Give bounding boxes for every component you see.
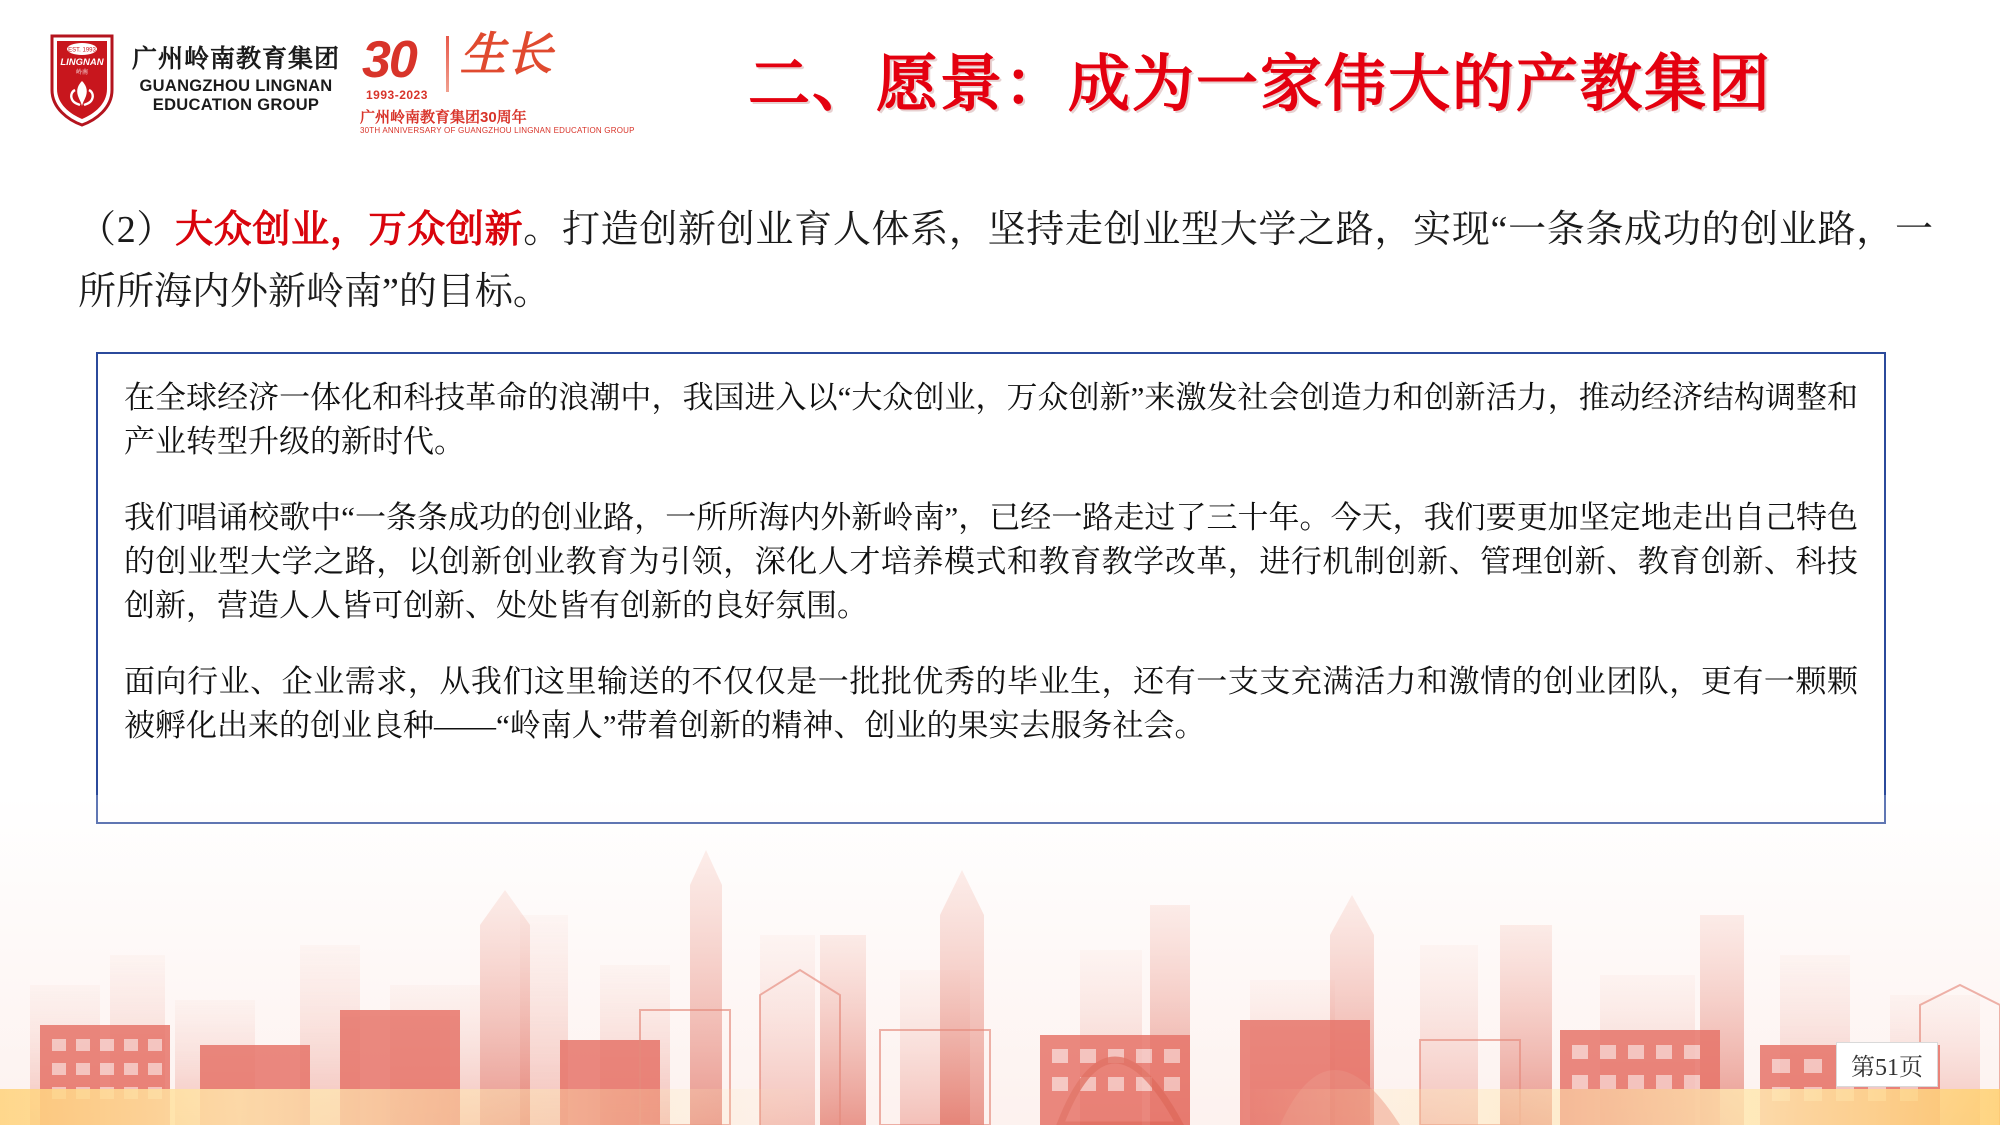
shield-crest-icon — [48, 32, 116, 128]
anniversary-years: 1993-2023 — [366, 88, 428, 102]
intro-highlight: 大众创业，万众创新 — [175, 209, 524, 251]
body-paragraph-3: 面向行业、企业需求，从我们这里输送的不仅仅是一批批优秀的毕业生，还有一支支充满活力和激情的创业团队，更有一颗颗被孵化出来的创业良种——“岭南人”带着创新的精神、创业的果实去服务社会。 — [124, 664, 1858, 744]
anniversary-caption-en: 30TH ANNIVERSARY OF GUANGZHOU LINGNAN EDUCATION GROUP — [360, 126, 635, 135]
anniversary-divider — [446, 36, 449, 92]
content-box — [96, 352, 1886, 824]
intro-number-label: （2） — [78, 209, 176, 251]
anniversary-logo — [360, 28, 635, 140]
svg-text:EST. 1993: EST. 1993 — [68, 47, 96, 54]
page-title: 二、愿景：成为一家伟大的产教集团 — [747, 50, 1772, 119]
organization-name — [132, 45, 340, 116]
anniversary-caption-cn: 广州岭南教育集团30周年 — [360, 109, 527, 126]
svg-text:LINGNAN: LINGNAN — [60, 57, 104, 68]
intro-paragraph — [78, 200, 1933, 323]
org-name-cn: 广州岭南教育集团 — [132, 44, 341, 73]
organization-logo — [48, 32, 340, 128]
org-name-en-line1: GUANGZHOU LINGNAN — [139, 77, 333, 96]
body-paragraph-1: 在全球经济一体化和科技革命的浪潮中，我国进入以“大众创业，万众创新”来激发社会创造力和创新活力，推动经济结构调整和产业转型升级的新时代。 — [124, 380, 1858, 460]
svg-text:岭南: 岭南 — [75, 70, 89, 76]
org-name-en-line2: EDUCATION GROUP — [152, 96, 320, 115]
body-paragraph-2: 我们唱诵校歌中“一条条成功的创业路，一所所海内外新岭南”，已经一路走过了三十年。今天，我们要更加坚定地走出自己特色的创业型大学之路，以创新创业教育为引领，深化人才培养模式和教育教学改革，进行机制创新、管理创新、教育创新、科技创新，营造人人皆可创新、处处皆有创新的良好氛围。 — [124, 500, 1858, 624]
anniversary-number: 30 — [362, 31, 416, 89]
slide-header — [0, 0, 2000, 168]
skyline-decoration — [0, 795, 2000, 1125]
bottom-glow — [0, 1089, 2000, 1125]
skyline-graphic — [0, 795, 2000, 1125]
intro-rest: 。打造创新创业育人体系，坚持走创业型大学之路，实现“一条条成功的创业路，一所所海内外新岭南”的目标。 — [78, 209, 1933, 313]
anniversary-grow-cn: 生长 — [460, 28, 552, 80]
page-number-badge: 第51页 — [1836, 1042, 1938, 1087]
